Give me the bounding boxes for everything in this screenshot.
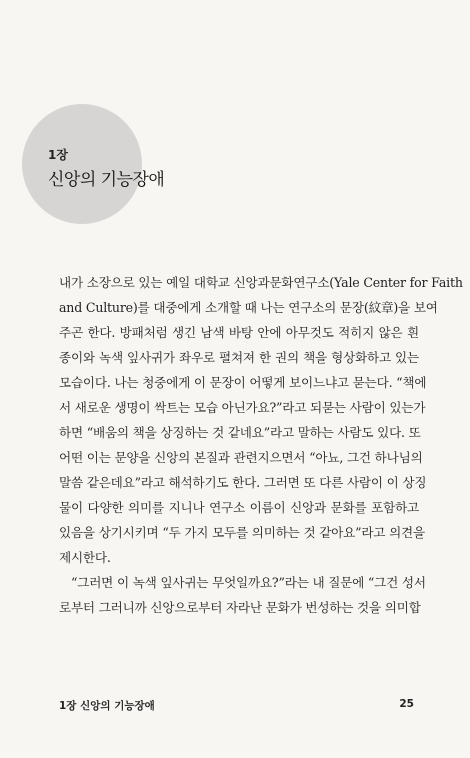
body-line: 있음을 상기시키며 “두 가지 모두를 의미하는 것 같아요”라고 의견을	[59, 525, 425, 540]
body-text	[59, 270, 463, 620]
page-number: 25	[399, 698, 414, 710]
body-line: 로부터 그러니까 신앙으로부터 자라난 문화가 번성하는 것을 의미합	[59, 600, 421, 615]
body-line: 어떤 이는 문양을 신앙의 본질과 관련지으면서 “아뇨, 그건 하나님의	[59, 450, 423, 465]
body-line: 말씀 같은데요”라고 해석하기도 한다. 그러면 또 다른 사람이 이 상징	[59, 475, 427, 490]
chapter-number: 1장	[48, 148, 68, 162]
chapter-title: 신앙의 기능장애	[48, 170, 165, 190]
body-line: 서 새로운 생명이 싹트는 모습 아닌가요?”라고 되묻는 사람이 있는가	[59, 400, 426, 415]
chapter-circle	[22, 104, 142, 224]
body-line: 물이 다양한 의미를 지니나 연구소 이름이 신앙과 문화를 포함하고	[59, 500, 419, 515]
body-line: 종이와 녹색 잎사귀가 좌우로 펼쳐져 한 권의 책을 형상화하고 있는	[59, 350, 419, 365]
body-line: 제시한다.	[59, 550, 111, 565]
body-line: “그러면 이 녹색 잎사귀는 무엇일까요?”라는 내 질문에 “그건 성서	[71, 575, 426, 590]
body-line: and Culture)를 대중에게 소개할 때 나는 연구소의 문장(紋章)을 보여	[59, 300, 438, 315]
body-line: 주곤 한다. 방패처럼 생긴 남색 바탕 안에 아무것도 적히지 않은 흰	[59, 325, 419, 340]
body-line: 하면 “배움의 책을 상징하는 것 같네요”라고 말하는 사람도 있다. 또	[59, 425, 421, 440]
body-line: 모습이다. 나는 청중에게 이 문장이 어떻게 보이느냐고 묻는다. “책에	[59, 375, 427, 390]
body-line: 내가 소장으로 있는 예일 대학교 신앙과문화연구소(Yale Center for Faith	[59, 275, 463, 290]
running-footer-chapter: 1장 신앙의 기능장애	[59, 700, 155, 712]
